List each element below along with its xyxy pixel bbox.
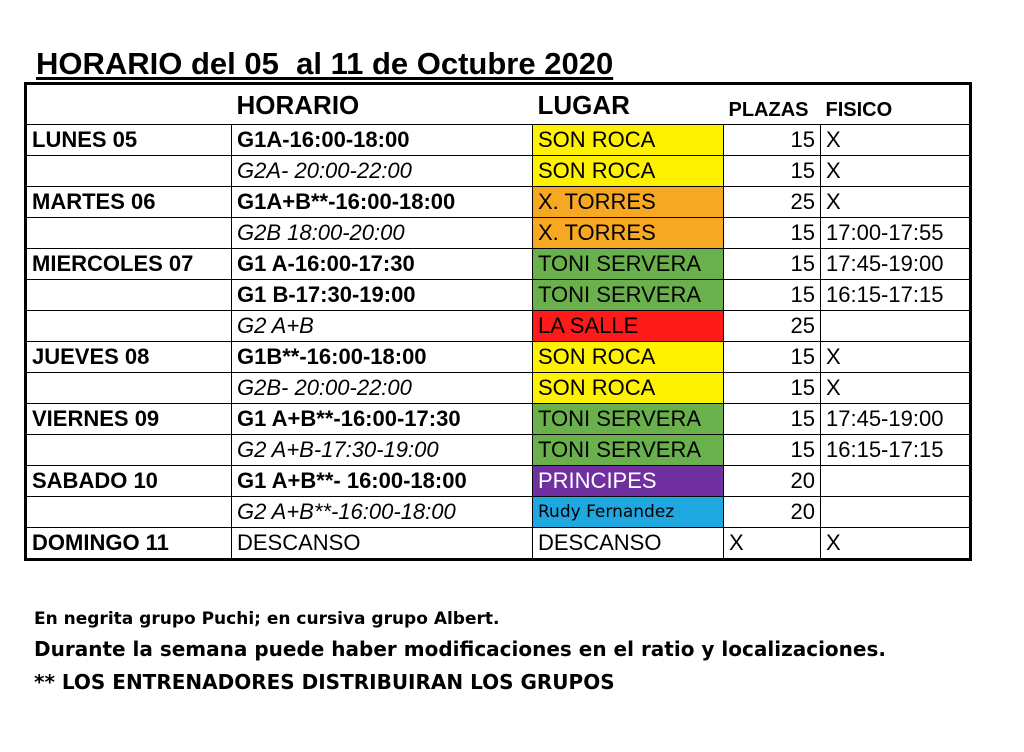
note-coaches: ** LOS ENTRENADORES DISTRIBUIRAN LOS GRUPOS xyxy=(34,670,615,694)
horario-cell: DESCANSO xyxy=(232,528,533,560)
fisico-cell: 17:45-19:00 xyxy=(821,249,971,280)
fisico-cell xyxy=(821,466,971,497)
plazas-cell: X xyxy=(724,528,821,560)
lugar-cell: TONI SERVERA xyxy=(533,404,724,435)
horario-cell: G2 A+B**-16:00-18:00 xyxy=(232,497,533,528)
schedule-row xyxy=(26,342,971,373)
note-legend: En negrita grupo Puchi; en cursiva grupo Albert. xyxy=(34,609,500,629)
horario-cell: G2A- 20:00-22:00 xyxy=(232,156,533,187)
plazas-cell: 20 xyxy=(724,466,821,497)
schedule-row xyxy=(26,373,971,404)
fisico-cell: X xyxy=(821,342,971,373)
note-changes: Durante la semana puede haber modificaciones en el ratio y localizaciones. xyxy=(34,637,886,661)
horario-cell: G1 A+B**-16:00-17:30 xyxy=(232,404,533,435)
header-fisico: FISICO xyxy=(821,84,971,125)
plazas-cell: 15 xyxy=(724,249,821,280)
plazas-cell: 20 xyxy=(724,497,821,528)
lugar-cell: SON ROCA xyxy=(533,373,724,404)
day-cell: MARTES 06 xyxy=(26,187,232,218)
lugar-cell: DESCANSO xyxy=(533,528,724,560)
plazas-cell: 15 xyxy=(724,435,821,466)
schedule-row xyxy=(26,125,971,156)
horario-cell: G1A-16:00-18:00 xyxy=(232,125,533,156)
schedule-row xyxy=(26,280,971,311)
plazas-cell: 15 xyxy=(724,280,821,311)
page-title: HORARIO del 05 al 11 de Octubre 2020 xyxy=(36,46,614,81)
day-cell: JUEVES 08 xyxy=(26,342,232,373)
schedule-row xyxy=(26,528,971,560)
day-cell xyxy=(26,373,232,404)
plazas-cell: 15 xyxy=(724,342,821,373)
horario-cell: G1 B-17:30-19:00 xyxy=(232,280,533,311)
header-lugar: LUGAR xyxy=(533,84,724,125)
horario-cell: G2 A+B xyxy=(232,311,533,342)
schedule-row xyxy=(26,249,971,280)
day-cell: LUNES 05 xyxy=(26,125,232,156)
lugar-cell: PRINCIPES xyxy=(533,466,724,497)
plazas-cell: 25 xyxy=(724,311,821,342)
day-cell: SABADO 10 xyxy=(26,466,232,497)
lugar-cell: SON ROCA xyxy=(533,125,724,156)
header-horario: HORARIO xyxy=(232,84,533,125)
day-cell xyxy=(26,435,232,466)
schedule-row xyxy=(26,218,971,249)
header-plazas: PLAZAS xyxy=(724,84,821,125)
fisico-cell: X xyxy=(821,187,971,218)
horario-cell: G2B 18:00-20:00 xyxy=(232,218,533,249)
day-cell xyxy=(26,311,232,342)
horario-cell: G1B**-16:00-18:00 xyxy=(232,342,533,373)
lugar-cell: TONI SERVERA xyxy=(533,249,724,280)
schedule-row xyxy=(26,404,971,435)
schedule-row xyxy=(26,187,971,218)
lugar-cell: TONI SERVERA xyxy=(533,280,724,311)
fisico-cell: X xyxy=(821,156,971,187)
schedule-row xyxy=(26,466,971,497)
fisico-cell xyxy=(821,497,971,528)
schedule-row xyxy=(26,497,971,528)
horario-cell: G2 A+B-17:30-19:00 xyxy=(232,435,533,466)
header-row xyxy=(26,84,971,125)
lugar-cell: LA SALLE xyxy=(533,311,724,342)
plazas-cell: 15 xyxy=(724,156,821,187)
horario-cell: G2B- 20:00-22:00 xyxy=(232,373,533,404)
day-cell: MIERCOLES 07 xyxy=(26,249,232,280)
horario-cell: G1 A+B**- 16:00-18:00 xyxy=(232,466,533,497)
fisico-cell: 17:00-17:55 xyxy=(821,218,971,249)
day-cell xyxy=(26,497,232,528)
day-cell: DOMINGO 11 xyxy=(26,528,232,560)
header-day xyxy=(26,84,232,125)
day-cell: VIERNES 09 xyxy=(26,404,232,435)
day-cell xyxy=(26,156,232,187)
day-cell xyxy=(26,218,232,249)
fisico-cell: X xyxy=(821,373,971,404)
plazas-cell: 15 xyxy=(724,125,821,156)
lugar-cell: X. TORRES xyxy=(533,187,724,218)
fisico-cell: X xyxy=(821,528,971,560)
schedule-table xyxy=(24,82,972,561)
fisico-cell: 17:45-19:00 xyxy=(821,404,971,435)
lugar-cell: SON ROCA xyxy=(533,342,724,373)
fisico-cell: 16:15-17:15 xyxy=(821,435,971,466)
horario-cell: G1A+B**-16:00-18:00 xyxy=(232,187,533,218)
plazas-cell: 15 xyxy=(724,404,821,435)
lugar-cell: TONI SERVERA xyxy=(533,435,724,466)
plazas-cell: 15 xyxy=(724,218,821,249)
fisico-cell xyxy=(821,311,971,342)
fisico-cell: 16:15-17:15 xyxy=(821,280,971,311)
schedule-row xyxy=(26,311,971,342)
plazas-cell: 25 xyxy=(724,187,821,218)
lugar-cell: X. TORRES xyxy=(533,218,724,249)
lugar-cell: Rudy Fernandez xyxy=(533,497,724,528)
schedule-row xyxy=(26,156,971,187)
schedule-row xyxy=(26,435,971,466)
day-cell xyxy=(26,280,232,311)
horario-cell: G1 A-16:00-17:30 xyxy=(232,249,533,280)
fisico-cell: X xyxy=(821,125,971,156)
lugar-cell: SON ROCA xyxy=(533,156,724,187)
plazas-cell: 15 xyxy=(724,373,821,404)
